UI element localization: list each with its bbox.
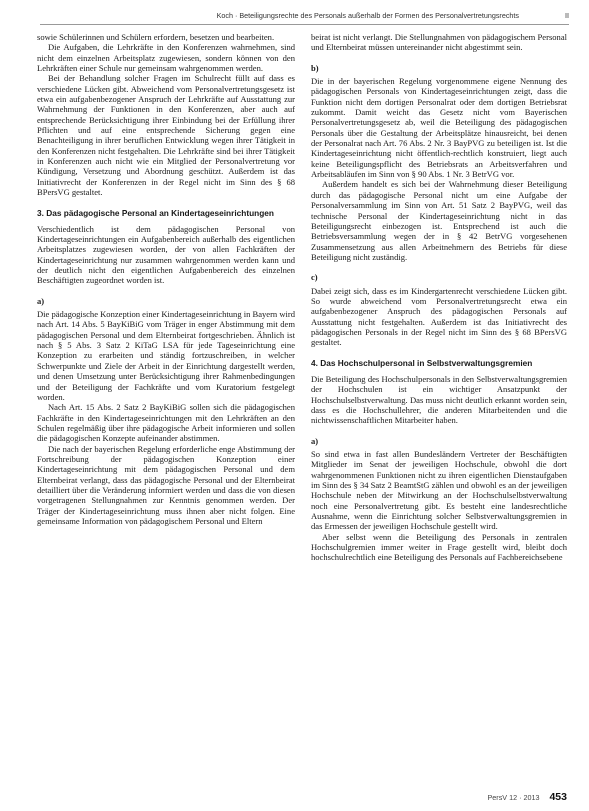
paragraph: Die nach der bayerischen Regelung erforderliche enge Abstimmung der Fortschreibung der pädagogischen Konzeption einer Kindertageseinrichtung mit dem pädagogischen Personal und dem Elternbeirat verlangt, dass das pädagogische Personal und der Elternbeirat detailliert über die Veränderung informiert werden und dass die von diesen vorgetragenen Stellungnahmen zur Kenntnis genommen werden. Der Träger der Kindertageseinrichtung muss ihnen aber nicht folgen. Eine gemeinsame Information von pädagogischem Personal und Eltern [37,443,295,526]
subsection-label: a) [37,295,45,306]
running-header [40,6,569,25]
page-footer [488,791,567,803]
right-column [311,32,567,563]
paragraph: Nach Art. 15 Abs. 2 Satz 2 BayKiBiG sollen sich die pädagogischen Fachkräfte in den Kindertageseinrichtungen mit den Lehrkräften an den Schulen regelmäßig über ihre pädagogische Arbeit informieren und sollen die pädagogischen Konzepte aufeinander abstimmen. [37,402,295,444]
paragraph: Verschiedentlich ist dem pädagogischen Personal von Kindertageseinrichtungen ein Aufgabenbereich außerhalb des eigentlichen Arbeitsplatzes zugewiesen worden, der von allen Fachkräften der Kindertageseinrichtung nur zusammen wahrgenommen werden kann und der deutlich nicht den eigentlichen Aufgabenbereich des einzelnen Beschäftigten zugeordnet worden ist. [37,223,295,286]
paragraph: beirat ist nicht verlangt. Die Stellungnahmen von pädagogischem Personal und Elternbeirat müssen untereinander nicht abgestimmt sein. [311,32,567,53]
left-column [37,32,295,526]
paragraph: sowie Schülerinnen und Schülern erfordern, besetzen und bearbeiten. [37,32,275,42]
section-heading: 4. Das Hochschulpersonal in Selbstverwaltungsgremien [311,357,533,368]
subsection-label: a) [311,435,319,446]
running-title: Koch · Beteiligungsrechte des Personals außerhalb der Formen des Personalvertretungsrechts [216,10,519,20]
paragraph: Die pädagogische Konzeption einer Kindertageseinrichtung in Bayern wird nach Art. 14 Abs. 5 BayKiBiG vom Träger in enger Abstimmung mit dem pädagogischen Personal und dem Elternbeirat fortgeschrieben. Ähnlich ist nach § 5 Abs. 3 Satz 2 KiTaG LSA für jede Tageseinrichtung eine Konzeption zu erarbeiten und ständig fortzuschreiben, in welcher Schwerpunkte und Ziele der Arbeit in der Einrichtung dargestellt werden, und denen Umsetzung unter Berücksichtigung ihrer Rahmenbedingungen und der Beteiligung der Fachkräfte und vom Kuratorium festgelegt worden. [37,309,295,402]
paragraph: Die in der bayerischen Regelung vorgenommene eigene Nennung des pädagogischen Personals von Kindertageseinrichtungen zeigt, dass die Funktion nicht dem dortigen Personalrat oder dem dortigen Betriebsrat zukommt. Damit weicht das Gesetz nicht vom Bayerischen Personalvertretungsgesetz ab, weil die Beteiligung des pädagogischen Personals über die Gestaltung der Arbeitsplätze hinausreicht, bei denen der Personalrat nach Art. 76 Abs. 2 Nr. 3 BayPVG zu beteiligen ist. Ist die Kindertageseinrichtung nicht öffentlich-rechtlich konstruiert, liegt auch keine Beteiligungspflicht des Betriebsrats an Arbeitsverfahren und Arbeitsabläufen im Sinn von § 90 Abs. 1 Nr. 3 BetrVG vor. [311,76,567,180]
paragraph: Außerdem handelt es sich bei der Wahrnehmung dieser Beteiligung durch das pädagogische Personal nicht um eine Aufgabe der Personalversammlung im Sinn von Art. 51 Satz 2 BayPVG, weil das technische Personal der Kindertageseinrichtung nicht in das Beteiligungsrecht einbezogen ist. Entsprechend ist auch die Betriebsversammlung wegen der in § 42 BetrVG vorgesehenen Zusammensetzung aus allen Arbeitnehmern des Betriebs für diese Beteiligung nicht zuständig. [311,179,567,262]
paragraph: So sind etwa in fast allen Bundesländern Vertreter der Beschäftigten Mitglieder im Senat der jeweiligen Hochschule, obwohl die dort wahrgenommenen Funktionen nicht zu ihren eigentlichen Dienstaufgaben im Sinn des § 34 Satz 2 BeamtStG zählen und obwohl es an der jeweiligen Hochschule neben der Mitwirkung an der Hochschulselbstverwaltung noch eine Personalvertretung gibt. Es besteht eine landesrechtliche Ausnahme, wenn die Einrichtung solcher Selbstverwaltungsgremien in das Ermessen der jeweiligen Hochschule gestellt wird. [311,448,567,532]
subsection-label: b) [311,62,319,73]
section-heading: 3. Das pädagogische Personal an Kindertageseinrichtungen [37,207,274,218]
journal-issue: PersV 12 · 2013 [487,793,540,802]
paragraph: Bei der Behandlung solcher Fragen im Schulrecht füllt auf dass es verschiedene Lücken gibt. Abweichend vom Personalvertretungsgesetz ist etwa ein aufgabenbezogener Anspruch der Lehrkräfte auf Ausstattung zur Wahrnehmung der Funktionen in den Konferenzen, aber auch auf entsprechende Berücksichtigung ihrer Einbindung bei der Erfüllung ihrer Pflichten und auf eine entsprechende Sicherung gegen eine Benachteiligung in ihrer beruflichen Entwicklung wegen ihrer Tätigkeit in den Konferenzen nicht festgehalten. Die Lehrkräfte sind bei ihrer Tätigkeit in Konferenzen auch nicht wie ein Mitglied der Personalvertretung vor Kündigung, Versetzung und Abordnung geschützt. Außerdem ist das Initiativrecht der Konferenzen in der Regel nicht im Sinn des § 68 BPersVG gestaltet. [37,73,295,198]
paragraph: Dabei zeigt sich, dass es im Kindergartenrecht verschiedene Lücken gibt. So wurde abweichend vom Personalvertretungsrecht etwa ein aufgabenbezogener Anspruch des pädagogischen Personals auf Ausstattung nicht festgehalten. Außerdem ist das Initiativrecht des pädagogischen Personals in der Regel nicht im Sinn des § 68 BPersVG gestaltet. [311,285,567,348]
header-page-marker: II [565,10,569,20]
subsection-label: c) [311,272,318,283]
page-number: 453 [549,791,567,803]
paragraph: Die Aufgaben, die Lehrkräfte in den Konferenzen wahrnehmen, sind nicht dem einzelnen Arbeitsplatz zugewiesen, sondern können von den Lehrkräften einer Schule nur gemeinsam wahrgenommen werden. [37,42,295,74]
paragraph: Die Beteiligung des Hochschulpersonals in den Selbstverwaltungsgremien der Hochschulen ist ein wichtiger Ansatzpunkt der Hochschulselbstverwaltung. Das muss nicht deutlich erkannt worden sein, dass es die Hochschullehrer, die anderen Mitarbeitenden und die nichtwissenschaftlichen Mitarbeiter haben. [311,373,567,426]
paragraph: Aber selbst wenn die Beteiligung des Personals in zentralen Hochschulgremien immer weiter in Frage gestellt wird, bleibt doch hochschulrechtlich eine Beteiligung des Personals auf Fachbereichsebene [311,531,567,563]
